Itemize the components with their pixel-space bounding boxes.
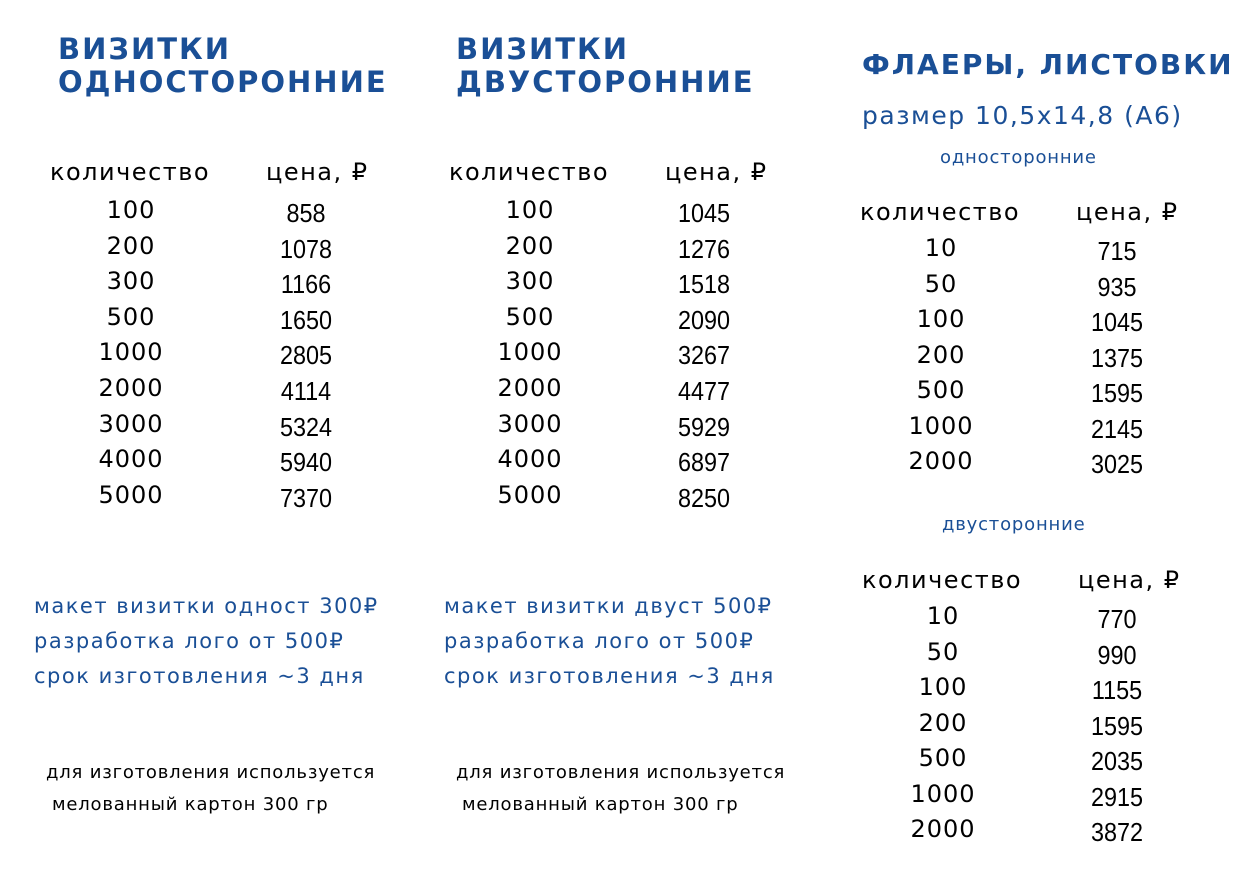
two-sided-material-note-1: для изготовления используется [456,762,786,783]
price-cell: 1155 [1091,675,1143,705]
qty-cell: 200 [918,708,968,737]
flyers-one-price-header: цена, ₽ [1076,198,1179,226]
one-sided-title-line2: ОДНОСТОРОННИЕ [58,65,388,99]
qty-cell: 1000 [910,779,976,808]
one-sided-material-note-2: мелованный картон 300 гр [52,794,329,815]
qty-cell: 3000 [497,409,563,438]
qty-cell: 50 [926,637,960,666]
two-sided-price-header: цена, ₽ [665,158,768,186]
price-cell: 4114 [280,376,332,406]
price-cell: 3267 [677,340,731,371]
qty-cell: 10 [926,602,960,630]
price-cell: 5940 [279,447,333,478]
qty-cell: 200 [916,340,966,369]
price-cell: 1078 [279,233,333,264]
qty-cell: 300 [106,267,156,296]
flyers-two-qty-header: количество [862,566,1023,594]
price-cell: 1045 [1090,307,1144,337]
two-sided-logo-price: разработка лого от 500₽ [444,629,755,653]
price-cell: 2805 [279,340,333,371]
price-cell: 990 [1097,639,1137,670]
price-cell: 3025 [1090,449,1144,479]
two-sided-qty-header: количество [449,158,610,186]
qty-cell: 5000 [497,480,563,509]
price-cell: 2035 [1090,746,1144,776]
price-cell: 2915 [1090,781,1144,812]
qty-cell: 500 [505,302,555,331]
price-cell: 7370 [279,482,333,513]
price-cell: 5929 [677,411,731,442]
flyers-two-price-header: цена, ₽ [1078,566,1181,594]
flyers-size: размер 10,5х14,8 (А6) [862,101,1183,130]
qty-cell: 100 [106,196,156,224]
qty-cell: 200 [505,231,555,260]
price-cell: 1595 [1090,378,1144,408]
price-cell: 1650 [279,304,333,335]
flyers-one-sided-label: односторонние [940,147,1097,168]
price-cell: 858 [286,198,326,228]
qty-cell: 100 [505,196,555,224]
price-cell: 3872 [1090,817,1144,847]
two-sided-lead-time: срок изготовления ~3 дня [444,664,775,688]
flyers-two-sided-label: двусторонние [942,514,1086,535]
two-sided-layout-price: макет визитки двуст 500₽ [444,594,773,618]
price-cell: 1595 [1090,710,1144,741]
price-cell: 4477 [677,376,731,406]
price-cell: 2090 [677,304,731,335]
price-cell: 770 [1097,604,1137,634]
price-cell: 935 [1097,271,1137,302]
qty-cell: 50 [924,269,958,298]
two-sided-material-note-2: мелованный картон 300 гр [462,794,739,815]
qty-cell: 300 [505,267,555,296]
qty-cell: 1000 [98,338,164,367]
qty-cell: 4000 [98,445,164,474]
qty-cell: 5000 [98,480,164,509]
price-cell: 6897 [677,447,731,478]
qty-cell: 3000 [98,409,164,438]
price-cell: 1166 [280,269,332,300]
qty-cell: 2000 [497,374,563,402]
qty-cell: 500 [916,376,966,404]
qty-cell: 2000 [98,374,164,402]
qty-cell: 100 [918,673,968,701]
qty-cell: 200 [106,231,156,260]
price-cell: 1045 [677,198,731,228]
price-cell: 715 [1097,236,1137,266]
one-sided-material-note-1: для изготовления используется [46,762,376,783]
qty-cell: 500 [106,302,156,331]
one-sided-title-line1: ВИЗИТКИ [58,32,232,66]
qty-cell: 1000 [497,338,563,367]
qty-cell: 1000 [908,411,974,440]
one-sided-layout-price: макет визитки одност 300₽ [34,594,379,618]
one-sided-lead-time: срок изготовления ~3 дня [34,664,365,688]
qty-cell: 2000 [910,815,976,843]
qty-cell: 10 [924,234,958,262]
price-cell: 1375 [1090,342,1144,373]
one-sided-qty-header: количество [50,158,211,186]
two-sided-title-line1: ВИЗИТКИ [456,32,630,66]
flyers-title: ФЛАЕРЫ, ЛИСТОВКИ [862,48,1234,81]
qty-cell: 4000 [497,445,563,474]
one-sided-logo-price: разработка лого от 500₽ [34,629,345,653]
qty-cell: 100 [916,305,966,333]
qty-cell: 500 [918,744,968,772]
price-cell: 1276 [677,233,731,264]
qty-cell: 2000 [908,447,974,475]
two-sided-title-line2: ДВУСТОРОННИЕ [456,65,755,99]
price-cell: 5324 [279,411,333,442]
price-cell: 2145 [1090,413,1144,444]
price-cell: 1518 [677,269,731,300]
one-sided-price-header: цена, ₽ [266,158,369,186]
price-cell: 8250 [677,482,731,513]
flyers-one-qty-header: количество [860,198,1021,226]
